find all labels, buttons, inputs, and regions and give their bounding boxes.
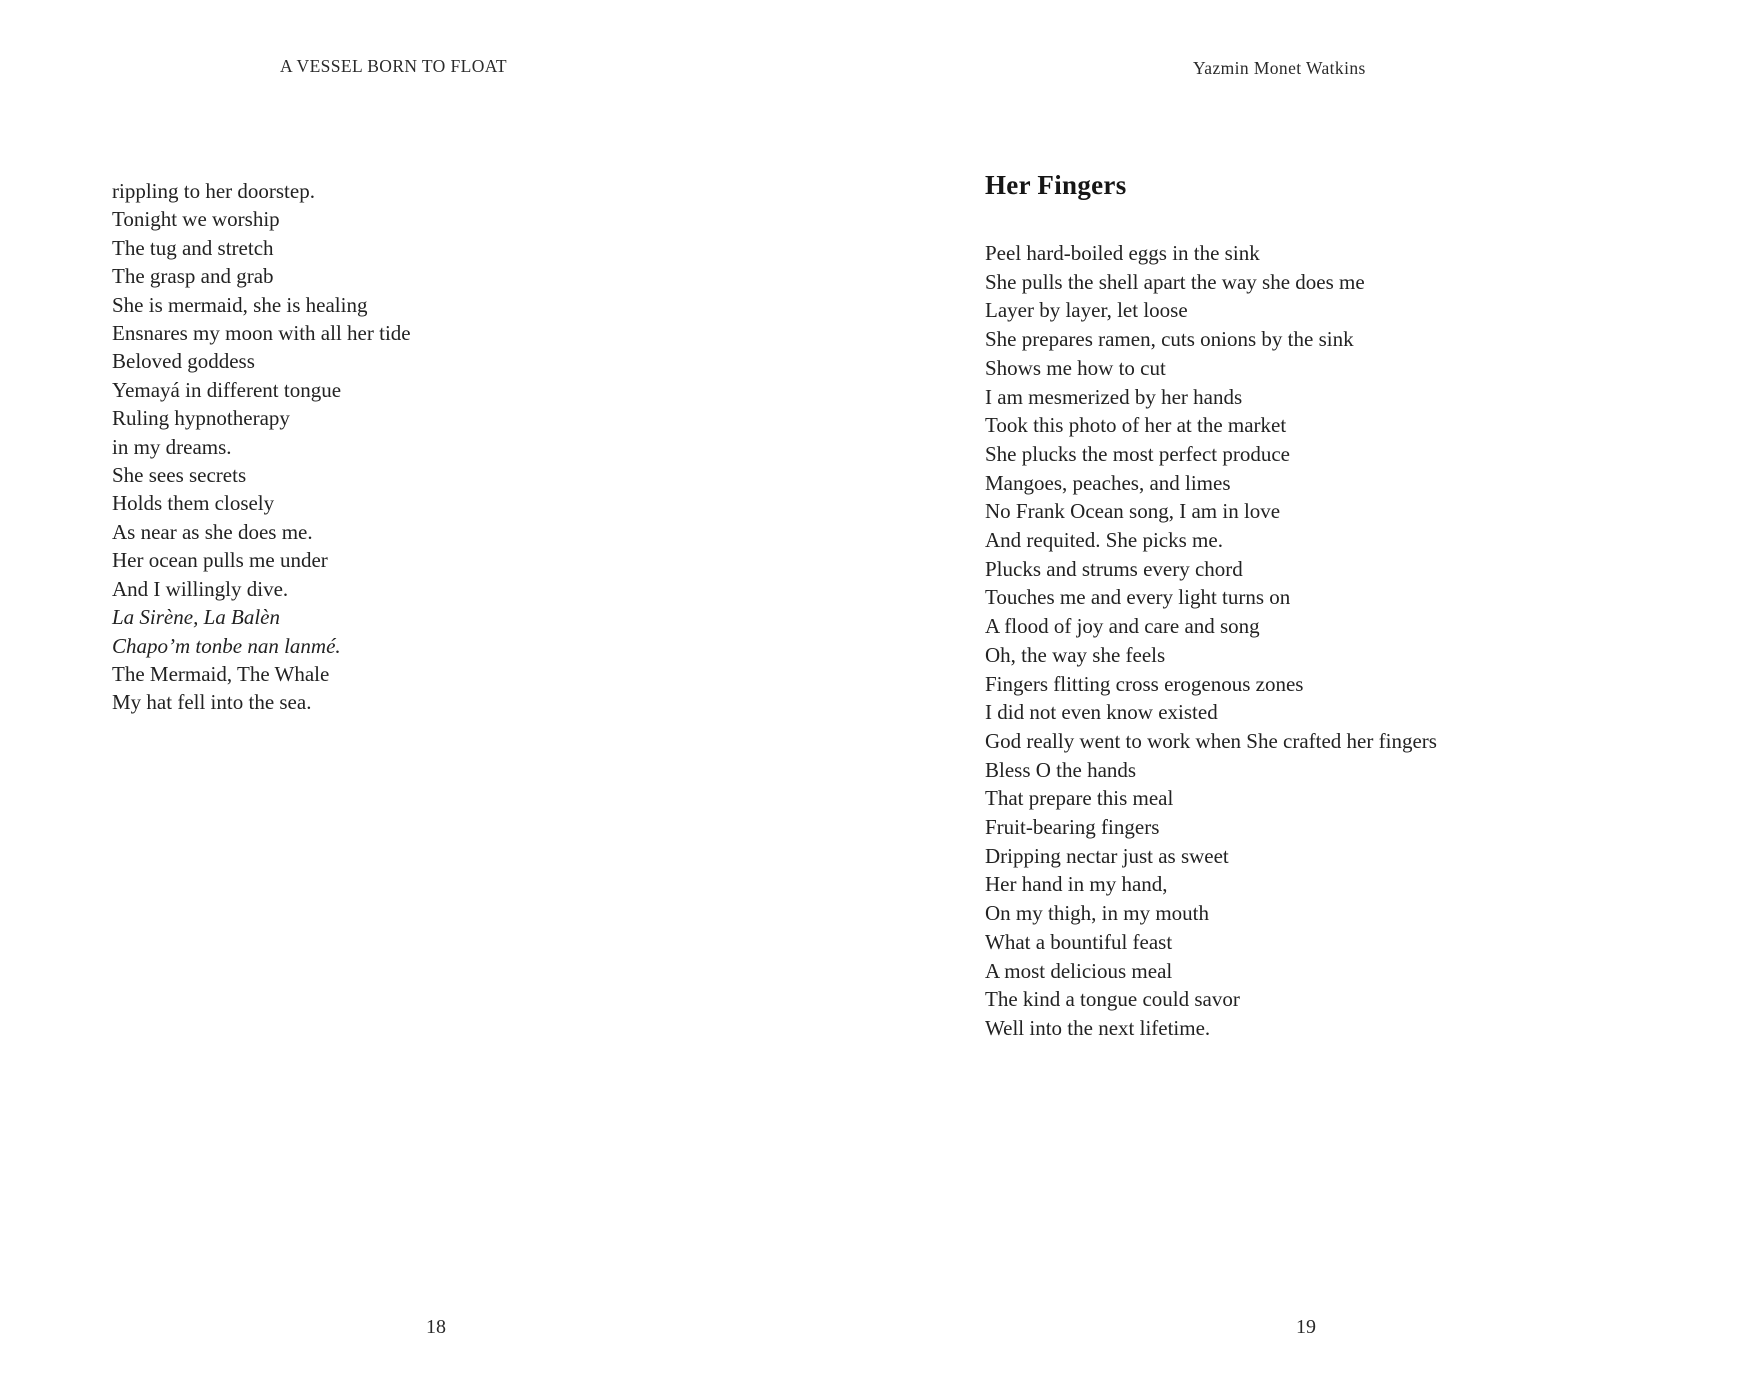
poem-line: God really went to work when She crafted her fingers	[985, 728, 1437, 753]
poem-line: The Mermaid, The Whale	[112, 661, 330, 686]
poem-line: My hat fell into the sea.	[112, 690, 312, 715]
poem-line: Ensnares my moon with all her tide	[112, 321, 411, 346]
poem-line: Touches me and every light turns on	[985, 585, 1291, 610]
running-head-book-title: A VESSEL BORN TO FLOAT	[280, 56, 507, 76]
running-head-author: Yazmin Monet Watkins	[1193, 58, 1366, 78]
poem-line: Plucks and strums every chord	[985, 556, 1243, 581]
poem-line: rippling to her doorstep.	[112, 179, 315, 203]
poem-line: Tonight we worship	[112, 207, 280, 232]
poem-line: The kind a tongue could savor	[985, 987, 1240, 1012]
poem-line: I am mesmerized by her hands	[985, 384, 1243, 409]
poem-line: She plucks the most perfect produce	[985, 441, 1290, 466]
poem-line: Oh, the way she feels	[985, 642, 1166, 667]
poem-line: Took this photo of her at the market	[985, 413, 1287, 438]
page-number-left: 18	[426, 1316, 446, 1338]
poem-left-column	[112, 177, 411, 717]
poem-line: La Sirène, La Balèn	[112, 605, 280, 630]
poem-line: Her hand in my hand,	[985, 872, 1168, 897]
poem-line: A flood of joy and care and song	[985, 614, 1260, 639]
poem-line: Her ocean pulls me under	[112, 548, 328, 573]
poem-line: Peel hard-boiled eggs in the sink	[985, 241, 1260, 265]
poem-line: And requited. She picks me.	[985, 528, 1223, 553]
poem-line: Well into the next lifetime.	[985, 1015, 1211, 1040]
poem-line: No Frank Ocean song, I am in love	[985, 499, 1281, 524]
poem-line: She pulls the shell apart the way she does me	[985, 269, 1365, 294]
poem-line: Fruit-bearing fingers	[985, 815, 1160, 840]
poem-line: Layer by layer, let loose	[985, 298, 1188, 323]
poem-line: Mangoes, peaches, and limes	[985, 470, 1231, 495]
poem-line: She prepares ramen, cuts onions by the sink	[985, 327, 1354, 352]
poem-line: She is mermaid, she is healing	[112, 292, 368, 317]
poem-line: As near as she does me.	[112, 519, 313, 544]
poem-line: The grasp and grab	[112, 264, 274, 289]
poem-line: Yemayá in different tongue	[112, 377, 342, 402]
poem-line: Dripping nectar just as sweet	[985, 843, 1229, 868]
poem-line: That prepare this meal	[985, 786, 1174, 811]
poem-line: What a bountiful feast	[985, 929, 1173, 954]
page-number-right: 19	[1296, 1316, 1316, 1338]
poem-line: Bless O the hands	[985, 757, 1137, 782]
poem-title: Her Fingers	[985, 170, 1127, 200]
poem-line: Holds them closely	[112, 491, 275, 516]
poem-line: The tug and stretch	[112, 235, 274, 260]
poem-line: Beloved goddess	[112, 349, 255, 374]
poem-line: On my thigh, in my mouth	[985, 901, 1210, 926]
poem-line: Chapo’m tonbe nan lanmé.	[112, 633, 341, 658]
poem-line: And I willingly dive.	[112, 576, 289, 601]
poem-line: Shows me how to cut	[985, 355, 1166, 380]
poem-line: I did not even know existed	[985, 700, 1218, 725]
poem-line: Ruling hypnotherapy	[112, 406, 290, 431]
poem-line: She sees secrets	[112, 463, 247, 488]
poem-line: in my dreams.	[112, 434, 232, 459]
poem-line: A most delicious meal	[985, 958, 1173, 983]
poem-line: Fingers flitting cross erogenous zones	[985, 671, 1304, 696]
poem-right-column	[985, 239, 1437, 1043]
